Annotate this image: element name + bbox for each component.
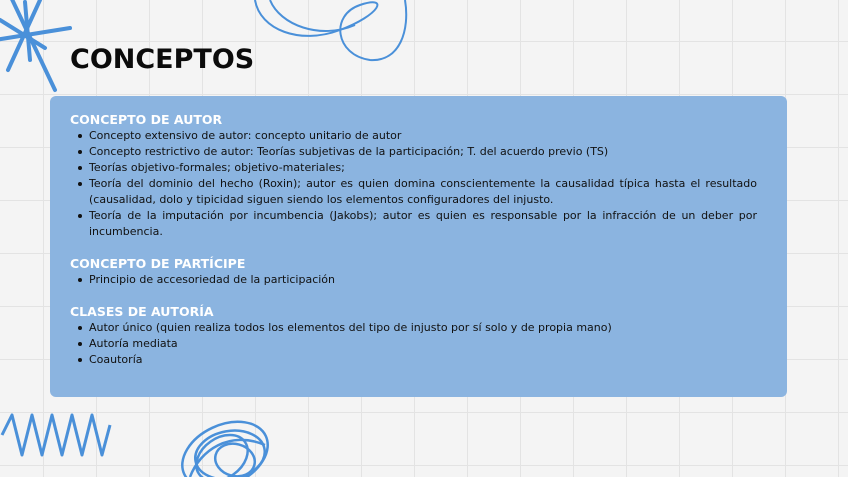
section-title: CONCEPTO DE PARTÍCIPE — [70, 256, 246, 271]
loop-scribble-decoration — [240, 0, 420, 70]
section-title: CONCEPTO DE AUTOR — [70, 112, 223, 127]
section-title: CLASES DE AUTORÍA — [70, 304, 214, 319]
bullet-list — [70, 272, 757, 288]
bullet-list — [70, 128, 757, 240]
list-item: Coautoría — [89, 352, 757, 368]
list-item: Concepto restrictivo de autor: Teorías subjetivas de la participación; T. del acuerdo previo (TS) — [89, 144, 757, 160]
section-concepto-de-autor — [70, 112, 757, 240]
list-item: Autor único (quien realiza todos los elementos del tipo de injusto por sí solo y de propia mano) — [89, 320, 757, 336]
list-item: Principio de accesoriedad de la participación — [89, 272, 757, 288]
list-item: Teorías objetivo-formales; objetivo-materiales; — [89, 160, 757, 176]
list-item: Teoría del dominio del hecho (Roxin); autor es quien domina conscientemente la causalidad típica hasta el resultado (causalidad, dolo y tipicidad siguen siendo los elementos configuradores del injusto. — [89, 177, 757, 206]
list-item: Concepto extensivo de autor: concepto unitario de autor — [89, 128, 757, 144]
page-title: CONCEPTOS — [70, 44, 255, 75]
bullet-list — [70, 320, 757, 368]
section-concepto-de-participe — [70, 256, 757, 288]
section-clases-de-autoria — [70, 304, 757, 368]
zigzag-decoration — [0, 410, 120, 460]
coil-scribble-decoration — [170, 410, 280, 477]
list-item: Teoría de la imputación por incumbencia (Jakobs); autor es quien es responsable por la infracción de un deber por incumbencia. — [89, 209, 757, 238]
star-scribble-decoration — [0, 0, 80, 100]
content-card — [50, 96, 787, 397]
list-item: Autoría mediata — [89, 336, 757, 352]
